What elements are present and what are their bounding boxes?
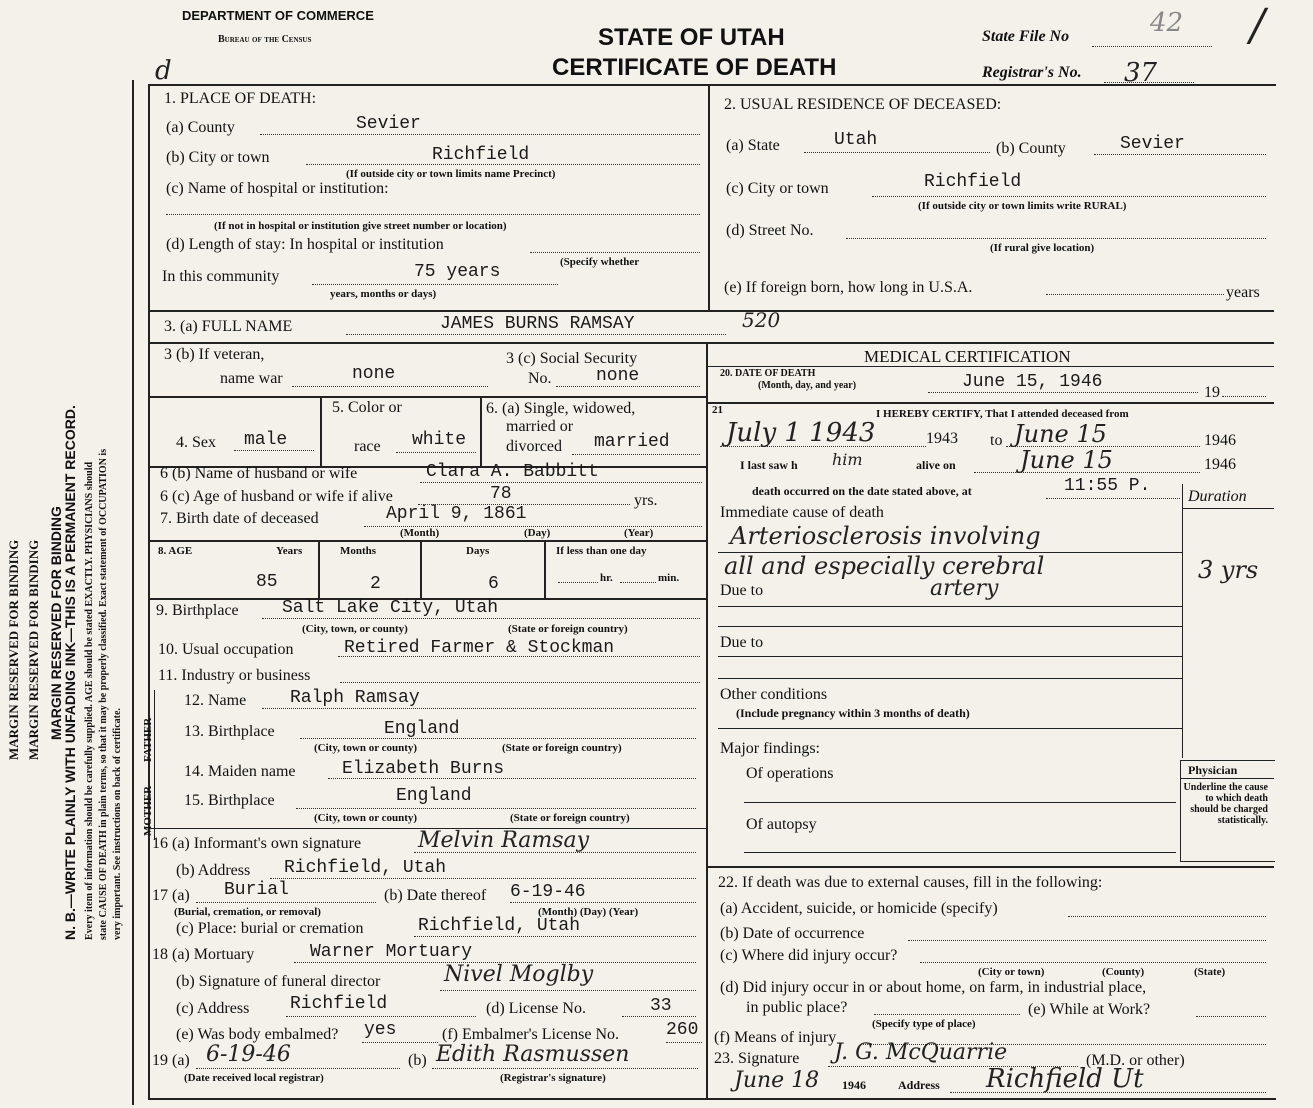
res-street-label: (d) Street No.: [726, 222, 814, 239]
res-city-label: (c) City or town: [726, 180, 829, 197]
alive-on-year: 1946: [1204, 456, 1236, 473]
last-saw-pronoun: him: [832, 450, 863, 469]
yrs-label: yrs.: [634, 492, 658, 509]
to-label: to: [990, 432, 1003, 449]
res-state-label: (a) State: [726, 137, 780, 154]
burial-date-note: (Month) (Day) (Year): [538, 906, 639, 918]
place-county-label: (a) County: [166, 119, 235, 136]
md-label: (M.D. or other): [1086, 1052, 1185, 1069]
dod-value: June 15, 1946: [962, 372, 1103, 392]
res-foreign-label: (e) If foreign born, how long in U.S.A.: [724, 279, 973, 296]
residence-heading: 2. USUAL RESIDENCE OF DECEASED:: [724, 96, 1002, 113]
informant-address-value: Richfield, Utah: [284, 858, 447, 878]
form-title-state: STATE OF UTAH: [598, 24, 785, 51]
attended-to-year: 1946: [1204, 432, 1236, 449]
other-conditions-note: (Include pregnancy within 3 months of death): [736, 706, 970, 720]
registrar-signature: Edith Rasmussen: [436, 1042, 630, 1067]
father-name-label: 12. Name: [184, 692, 247, 709]
mortuary-label: 18 (a) Mortuary: [152, 946, 255, 963]
license-value: 33: [650, 996, 672, 1016]
stay-label: (d) Length of stay: In hospital or institution: [166, 236, 444, 253]
corner-mark: d: [155, 56, 172, 86]
margin-instructions-3: very important. See instructions on back of certificate.: [112, 708, 123, 940]
item-21-number: 21: [712, 404, 723, 416]
ss-no-label: No.: [528, 370, 552, 387]
industry-label: 11. Industry or business: [158, 667, 311, 684]
father-birth-label: 13. Birthplace: [184, 723, 275, 740]
state-note: (State): [1194, 966, 1226, 978]
mother-name-label: 14. Maiden name: [184, 763, 296, 780]
occupation-value: Retired Farmer & Stockman: [344, 638, 615, 658]
margin-reserved-text: MARGIN RESERVED FOR BINDING: [48, 506, 64, 740]
external-d-label-1: (d) Did injury occur in or about home, on farm, in industrial place,: [720, 979, 1147, 996]
hospital-note: (If not in hospital or institution give street number or location): [214, 220, 507, 232]
burial-place-label: (c) Place: burial or cremation: [176, 920, 364, 937]
father-state-note: (State or foreign country): [502, 742, 622, 754]
min-label: min.: [658, 572, 680, 584]
director-label: (b) Signature of funeral director: [176, 973, 381, 990]
birth-date-value: April 9, 1861: [386, 504, 527, 524]
mother-side-label: MOTHER: [142, 785, 154, 836]
signature-date: June 18: [734, 1068, 820, 1093]
specify-place-note: (Specify type of place): [872, 1018, 976, 1030]
dod-label-1: 20. DATE OF DEATH: [720, 368, 816, 379]
signature-address-label: Address: [898, 1078, 940, 1092]
of-autopsy-label: Of autopsy: [746, 816, 817, 833]
duration-label: Duration: [1188, 488, 1247, 505]
res-city-value: Richfield: [924, 172, 1022, 192]
death-occurred-label: death occurred on the date stated above, at: [752, 484, 972, 498]
last-saw-label: I last saw h: [740, 458, 798, 472]
hospital-label: (c) Name of hospital or institution:: [166, 180, 389, 197]
attended-from: July 1 1943: [726, 418, 876, 448]
father-side-label: FATHER: [142, 717, 154, 762]
certify-text: I HEREBY CERTIFY, That I attended deceased from: [876, 408, 1129, 420]
mother-birth-value: England: [396, 786, 472, 806]
spouse-age-value: 78: [490, 484, 512, 504]
spouse-name-label: 6 (b) Name of husband or wife: [160, 465, 358, 482]
signature-address: Richfield Ut: [986, 1064, 1144, 1094]
major-findings-label: Major findings:: [720, 740, 820, 757]
place-heading: 1. PLACE OF DEATH:: [164, 90, 317, 107]
cause-line-2: all and especially cerebral: [724, 552, 1045, 580]
embalmer-license-value: 260: [666, 1020, 699, 1040]
race-value: white: [412, 430, 467, 450]
external-e-label: (e) While at Work?: [1028, 1001, 1151, 1018]
burial-note: (Burial, cremation, or removal): [174, 906, 321, 918]
received-number: 19 (a): [152, 1052, 190, 1069]
alive-on-label: alive on: [916, 458, 956, 472]
external-d-label-2: in public place?: [746, 999, 848, 1016]
ss-label: 3 (c) Social Security: [506, 350, 638, 367]
birthplace-state-note: (State or foreign country): [508, 623, 628, 635]
cause-line-3: artery: [930, 576, 999, 601]
sex-label: 4. Sex: [176, 434, 216, 451]
physician-signature: J. G. McQuarrie: [834, 1040, 1008, 1065]
war-label: name war: [220, 370, 283, 387]
death-time: 11:55 P.: [1064, 476, 1151, 496]
res-county-value: Sevier: [1120, 134, 1185, 154]
signature-year: 1946: [842, 1078, 866, 1092]
mortuary-value: Warner Mortuary: [310, 942, 473, 962]
dod-label-2: (Month, day, and year): [758, 380, 857, 391]
embalmer-license-label: (f) Embalmer's License No.: [442, 1026, 620, 1043]
age-years-value: 85: [256, 572, 278, 592]
res-state-value: Utah: [834, 130, 878, 150]
received-note: (Date received local registrar): [184, 1072, 324, 1084]
full-name-annotation: 520: [742, 308, 781, 332]
signature-label: 23. Signature: [714, 1050, 800, 1067]
immediate-cause-label: Immediate cause of death: [720, 504, 884, 521]
informant-address-label: (b) Address: [176, 862, 251, 879]
registrar-sig-note: (Registrar's signature): [500, 1072, 606, 1084]
license-label: (d) License No.: [486, 1000, 586, 1017]
community-value: 75 years: [414, 262, 501, 282]
spouse-name-value: Clara A. Babbitt: [426, 462, 599, 482]
mortuary-address-value: Richfield: [290, 994, 388, 1014]
ss-value: none: [596, 366, 640, 386]
occupation-label: 10. Usual occupation: [158, 641, 294, 658]
form-title-certificate: CERTIFICATE OF DEATH: [552, 54, 837, 81]
margin-far-text-1: MARGIN RESERVED FOR BINDING: [6, 539, 21, 760]
sex-value: male: [244, 430, 288, 450]
state-file-label: State File No: [982, 28, 1070, 45]
color-label: 5. Color or: [332, 399, 402, 416]
of-operations-label: Of operations: [746, 765, 834, 782]
physician-note-text: Underline the cause to which death should be charged statistically.: [1183, 782, 1268, 826]
res-county-label: (b) County: [996, 140, 1066, 157]
place-city-note: (If outside city or town limits name Precinct): [346, 168, 556, 180]
director-signature: Nivel Moglby: [444, 962, 594, 987]
res-street-note: (If rural give location): [990, 242, 1095, 254]
war-value: none: [352, 364, 396, 384]
mortuary-address-label: (c) Address: [176, 1000, 250, 1017]
department-label: DEPARTMENT OF COMMERCE: [182, 8, 374, 23]
margin-instructions-1: Every item of information should be carefully supplied. AGE should be stated EXACTLY. PHYSICIANS should: [84, 461, 95, 940]
burial-place-value: Richfield, Utah: [418, 916, 581, 936]
informant-signature: Melvin Ramsay: [418, 828, 590, 853]
birthplace-city-note: (City, town, or county): [302, 623, 408, 635]
external-heading: 22. If death was due to external causes, fill in the following:: [718, 874, 1103, 891]
embalmed-value: yes: [364, 1020, 397, 1040]
attended-from-year: 1943: [926, 430, 958, 447]
external-b-label: (b) Date of occurrence: [720, 925, 865, 942]
community-label: In this community: [162, 268, 280, 285]
father-name-value: Ralph Ramsay: [290, 688, 420, 708]
duration-value: 3 yrs: [1198, 556, 1259, 584]
external-f-label: (f) Means of injury: [714, 1029, 837, 1046]
father-birth-value: England: [384, 719, 460, 739]
due-to-label-1: Due to: [720, 582, 764, 599]
external-a-label: (a) Accident, suicide, or homicide (specify): [720, 900, 998, 917]
attended-to: June 15: [1014, 420, 1107, 448]
received-date: 6-19-46: [206, 1042, 291, 1067]
alive-on-date: June 15: [1020, 446, 1113, 474]
hr-label: hr.: [600, 572, 613, 584]
burial-value: Burial: [224, 880, 289, 900]
full-name-value: JAMES BURNS RAMSAY: [440, 314, 635, 334]
mother-city-note: (City, town or county): [314, 812, 418, 824]
state-file-value: 42: [1150, 8, 1184, 38]
medical-heading: MEDICAL CERTIFICATION: [864, 347, 1071, 366]
age-days-value: 6: [488, 574, 499, 594]
burial-date-value: 6-19-46: [510, 882, 586, 902]
burial-number: 17 (a): [152, 887, 190, 904]
res-years-label: years: [1226, 284, 1260, 301]
marital-value: married: [594, 432, 670, 452]
birth-month-note: (Month): [400, 527, 440, 539]
age-years-label: Years: [276, 545, 303, 557]
mother-birth-label: 15. Birthplace: [184, 792, 275, 809]
age-label: 8. AGE: [158, 545, 193, 557]
external-c-label: (c) Where did injury occur?: [720, 947, 898, 964]
birthplace-value: Salt Lake City, Utah: [282, 598, 499, 618]
father-city-note: (City, town or county): [314, 742, 418, 754]
marital-label-3: divorced: [506, 438, 562, 455]
birthplace-label: 9. Birthplace: [156, 602, 239, 619]
informant-label: 16 (a) Informant's own signature: [152, 835, 362, 852]
birth-day-note: (Day): [524, 527, 551, 539]
race-label: race: [354, 438, 381, 455]
city-town-note: (City or town): [978, 966, 1045, 978]
specify-note: (Specify whether: [560, 256, 640, 268]
mother-state-note: (State or foreign country): [510, 812, 630, 824]
embalmed-label: (e) Was body embalmed?: [176, 1026, 339, 1043]
margin-far-text-2: MARGIN RESERVED FOR BINDING: [26, 539, 41, 760]
registrar-sig-label: (b): [408, 1052, 427, 1069]
check-mark: /: [1250, 0, 1265, 51]
registrar-no-label: Registrar's No.: [982, 64, 1082, 81]
place-city-label: (b) City or town: [166, 149, 270, 166]
cause-line-1: Arteriosclerosis involving: [730, 522, 1041, 550]
birth-date-label: 7. Birth date of deceased: [160, 510, 319, 527]
community-note: years, months or days): [330, 288, 437, 300]
age-months-value: 2: [370, 574, 381, 594]
burial-date-label: (b) Date thereof: [384, 887, 487, 904]
bureau-label: Bureau of the Census: [218, 34, 312, 45]
age-months-label: Months: [340, 545, 377, 557]
full-name-label: 3. (a) FULL NAME: [164, 318, 293, 335]
margin-instructions-2: state CAUSE OF DEATH in plain terms, so that it may be properly classified. Exact statement of OCCUPATION is: [98, 448, 109, 940]
birth-year-note: (Year): [624, 527, 654, 539]
due-to-label-2: Due to: [720, 634, 764, 651]
age-lessday-label: If less than one day: [556, 545, 647, 557]
marital-label-1: 6. (a) Single, widowed,: [486, 400, 636, 417]
place-county-value: Sevier: [356, 114, 421, 134]
dod-year-prefix: 19: [1204, 384, 1220, 401]
registrar-no-value: 37: [1124, 58, 1158, 88]
spouse-age-label: 6 (c) Age of husband or wife if alive: [160, 488, 393, 505]
place-city-value: Richfield: [432, 145, 530, 165]
res-city-note: (If outside city or town limits write RURAL): [918, 200, 1127, 212]
age-days-label: Days: [466, 545, 490, 557]
mother-name-value: Elizabeth Burns: [342, 759, 505, 779]
county-note: (County): [1102, 966, 1145, 978]
margin-nb-text: N. B.—WRITE PLAINLY WITH UNFADING INK—THIS IS A PERMANENT RECORD.: [62, 405, 78, 940]
marital-label-2: married or: [506, 418, 574, 435]
other-conditions-label: Other conditions: [720, 686, 828, 703]
veteran-label: 3 (b) If veteran,: [164, 346, 265, 363]
physician-note-title: Physician: [1188, 763, 1238, 777]
